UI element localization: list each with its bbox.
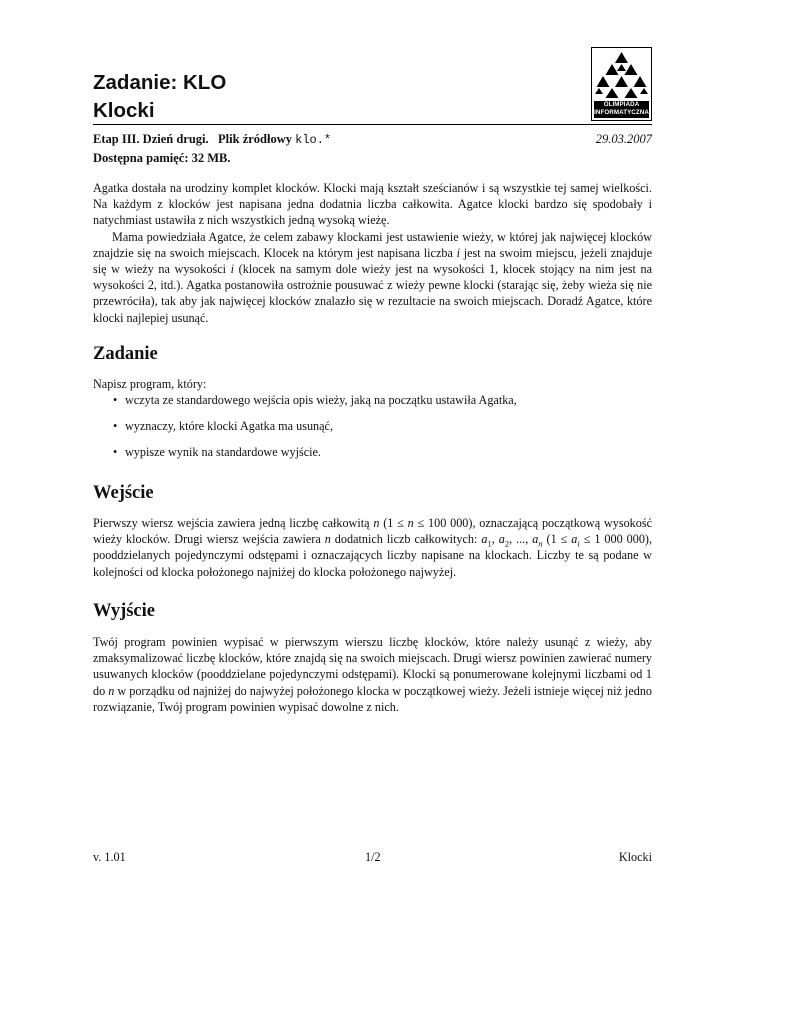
logo-text-line2: INFORMATYCZNA [594, 109, 649, 116]
story-text: (klocek na samym dole wieży jest na wysokości 1, klocek stojący na nim jest na wysokości 2, itd.). Agatka postanowiła ostrożnie pousuwać z wieży pewne klocki (starając się, żeby wieża się nie przewróciła), tak aby jak najwięcej klocków znalazło się w rezultacie na swoich miejscach. Doradź Agatce, które klocki najlepiej usunąć. [93, 262, 652, 325]
subscript: i [577, 538, 580, 549]
output-text: Twój program powinien wypisać w pierwszym wierszu liczbę klocków, które należy usunąć z wieży, aby zmaksymalizować liczbę klocków, które znajdą się na swoich miejscach. Drugi wiersz powinien zawierać numery usuwanych klocków (pooddzielane pojedynczymi odstępami). Klocki są ponumerowane kolejnymi liczbami od 1 do [93, 635, 652, 698]
input-text: , [491, 532, 499, 547]
task-title: Zadanie: KLO [93, 71, 227, 94]
task-list-item: • wczyta ze standardowego wejścia opis wieży, jaką na początku ustawiła Agatka, [113, 392, 517, 418]
input-heading: Wejście [93, 483, 154, 503]
story-paragraph-1: Agatka dostała na urodziny komplet klocków. Klocki mają kształt sześcianów i są wszystkie tej samej wielkości. Na każdym z klocków jest napisana jedna dodatnia liczba całkowita. Agatce klocki bardzo się spodobały i natychmiast ustawiła z nich wszystkich jedną wysoką wieżę. [93, 181, 652, 228]
story-section [93, 180, 652, 326]
task-intro: Napisz program, który: [93, 377, 207, 391]
input-text: ≤ 100 000), oznaczającą początkową wysokość wieży klocków. Drugi wiersz wejścia zawiera [93, 516, 653, 547]
math-var-a: a [571, 532, 578, 547]
footer-page-number: 1/2 [365, 850, 381, 864]
math-var-n: n [108, 683, 115, 698]
math-var-n: n [407, 516, 414, 530]
math-var-n: n [373, 516, 380, 530]
task-name: Klocki [93, 99, 155, 122]
math-var-i: i [456, 245, 461, 260]
input-description [93, 515, 652, 580]
math-var-a: a [481, 532, 488, 547]
footer-task-name: Klocki [618, 850, 652, 864]
input-text: (1 ≤ [542, 532, 572, 547]
source-file: klo.* [295, 133, 332, 147]
triangle-logo-icon [594, 50, 649, 100]
footer-version: v. 1.01 [93, 850, 126, 864]
task-list [113, 392, 517, 470]
story-paragraph-2 [93, 229, 652, 326]
subscript: 1 [487, 538, 492, 549]
math-var-a: a [532, 532, 539, 547]
story-text: Mama powiedziała Agatce, że celem zabawy klockami jest ustawienie wieży, w której jak najwięcej klocków znajdzie się na swoich miejscach. Klocek na którym jest napisana liczba [93, 229, 652, 260]
input-text: Pierwszy wiersz wejścia zawiera jedną liczbę całkowitą [93, 516, 374, 530]
header-rule [93, 124, 652, 125]
stage-label: Etap III. Dzień drugi. [93, 132, 209, 146]
task-list-item: • wypisze wynik na standardowe wyjście. [113, 444, 517, 470]
subscript: 2 [504, 538, 510, 549]
memory-limit: Dostępna pamięć: 32 MB. [93, 151, 231, 165]
math-var-i: i [230, 262, 235, 277]
math-var-a: a [498, 532, 505, 547]
math-var-n: n [324, 532, 331, 547]
output-description [93, 634, 652, 715]
task-heading: Zadanie [93, 344, 158, 364]
logo-text-line1: OLIMPIADA [603, 101, 640, 108]
output-heading: Wyjście [93, 601, 155, 621]
input-text: ≤ 1 000 000), pooddzielanych pojedynczymi odstępami i oznaczających liczby napisane na klockach. Liczby te są podane w kolejności od klocka położonego najniżej do klocka położonego najwyżej. [93, 532, 653, 579]
source-label: Plik źródłowy [218, 132, 292, 146]
stage-line [93, 131, 331, 148]
task-list-item: • wyznaczy, które klocki Agatka ma usunąć, [113, 418, 517, 444]
input-text: , ..., [509, 532, 533, 547]
story-text: jest na swoim miejscu, jeżeli znajduje się w wieży na wysokości [93, 245, 652, 277]
output-text: w porządku od najniżej do najwyżej położonego klocka w początkowej wieży. Jeżeli istnieje więcej niż jedno rozwiązanie, Twój program powinien wypisać dowolne z nich. [93, 683, 653, 714]
input-text: dodatnich liczb całkowitych: [330, 532, 482, 547]
input-text: (1 ≤ [379, 516, 408, 530]
contest-date: 29.03.2007 [595, 132, 652, 146]
subscript: n [538, 538, 543, 549]
olympiad-logo [591, 47, 652, 121]
